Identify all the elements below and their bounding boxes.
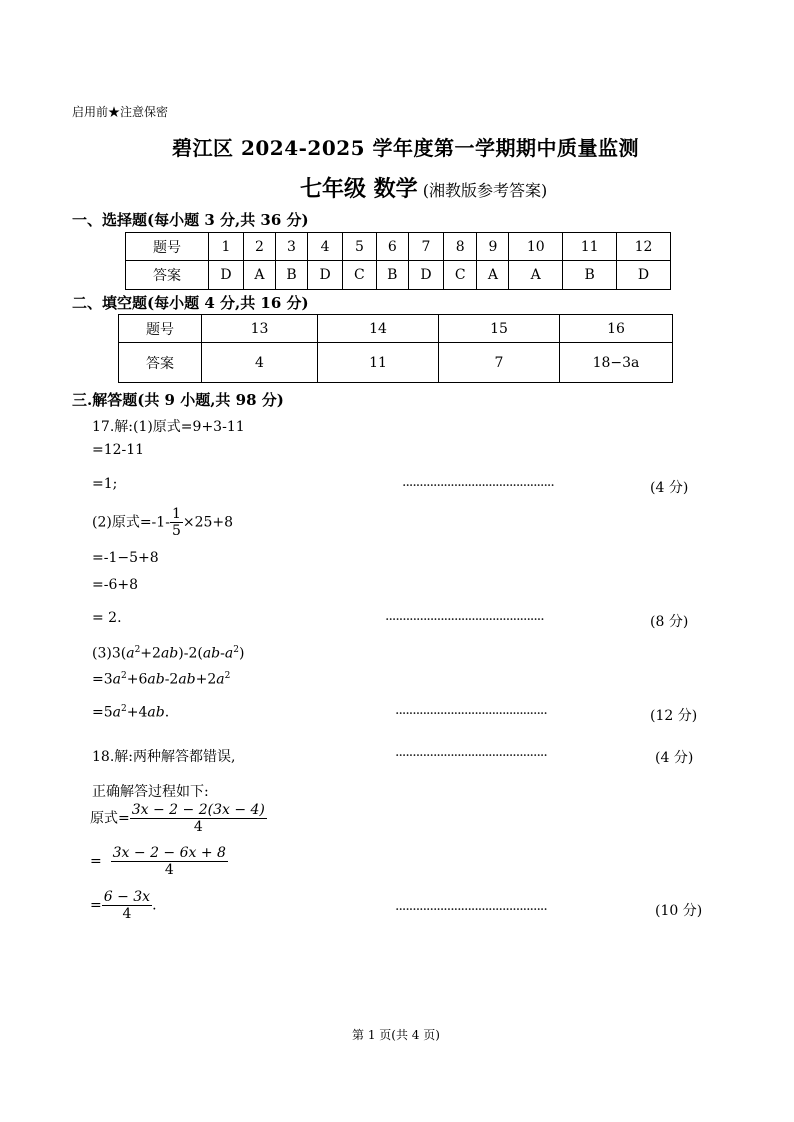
confidential-note: 启用前★注意保密 [72, 105, 169, 119]
q17-part2-line [92, 506, 233, 539]
question-number: 3 [275, 233, 307, 261]
question-number: 11 [563, 233, 617, 261]
subtitle-sub: (湘教版参考答案) [422, 181, 548, 200]
choice-answer-table [125, 232, 671, 290]
section3-heading: 三.解答题(共 9 小题,共 98 分) [72, 391, 284, 409]
table-row [119, 315, 673, 343]
answer-cell: A [244, 261, 276, 290]
question-number: 13 [202, 315, 318, 343]
question-number: 9 [477, 233, 509, 261]
answer-cell: A [509, 261, 563, 290]
q17-score-1: (4 分) [650, 480, 689, 496]
q17-line-6: =-6+8 [92, 577, 139, 593]
question-number: 4 [308, 233, 343, 261]
q18-line-1: 18.解:两种解答都错误, [92, 749, 236, 765]
question-number: 12 [617, 233, 671, 261]
question-number: 6 [376, 233, 408, 261]
answer-cell: D [408, 261, 443, 290]
answer-cell: 11 [318, 343, 439, 383]
fraction-denominator: 4 [122, 906, 132, 922]
fraction-numerator: 3x − 2 − 6x + 8 [112, 845, 226, 861]
question-number: 8 [443, 233, 477, 261]
question-number: 2 [244, 233, 276, 261]
answer-cell: 7 [439, 343, 560, 383]
leader-dots: ·············································· [385, 612, 544, 628]
row-label: 题号 [126, 233, 209, 261]
question-number: 5 [343, 233, 377, 261]
answer-cell: B [376, 261, 408, 290]
q17-line-3: =1; [92, 476, 118, 492]
q17-line-7: = 2. [92, 610, 122, 626]
answer-cell: D [308, 261, 343, 290]
q18-line-2: 正确解答过程如下: [92, 784, 209, 800]
q18-f3-suffix: . [152, 897, 157, 914]
table-row [119, 343, 673, 383]
q17-line-10: $=5a^2+4ab$. [92, 704, 170, 721]
q17-score-3: (12 分) [650, 708, 698, 724]
q18-fraction-line-1 [90, 802, 267, 835]
q17-line-5: =-1−5+8 [92, 550, 159, 566]
question-number: 15 [439, 315, 560, 343]
answer-cell: C [443, 261, 477, 290]
row-label: 答案 [119, 343, 202, 383]
document-subtitle [300, 172, 547, 203]
leader-dots: ············································ [395, 748, 547, 764]
answer-cell: A [477, 261, 509, 290]
fraction-numerator: 6 − 3x [103, 889, 151, 905]
answer-cell: D [209, 261, 244, 290]
q17-score-2: (8 分) [650, 614, 689, 630]
answer-cell: 18−3a [560, 343, 673, 383]
leader-dots: ············································ [395, 902, 547, 918]
fraction-numerator: 3x − 2 − 2(3x − 4) [131, 802, 265, 818]
row-label: 答案 [126, 261, 209, 290]
question-number: 7 [408, 233, 443, 261]
fraction-denominator: 4 [164, 862, 174, 878]
fraction [102, 889, 152, 922]
q17-part2-suffix: ×25+8 [182, 514, 234, 531]
q17-part2-prefix: (2)原式=-1- [92, 514, 170, 531]
table-row [126, 233, 671, 261]
question-number: 10 [509, 233, 563, 261]
q17-line-2: =12-11 [92, 442, 145, 458]
section2-heading: 二、填空题(每小题 4 分,共 16 分) [72, 294, 309, 312]
q17-line-9: $=3a^2+6ab-2ab+2a^2$ [92, 671, 231, 688]
question-number: 1 [209, 233, 244, 261]
fraction [130, 802, 267, 835]
answer-cell: D [617, 261, 671, 290]
answer-cell: 4 [202, 343, 318, 383]
question-number: 16 [560, 315, 673, 343]
fraction-denominator: 5 [171, 523, 181, 539]
fraction-denominator: 4 [193, 819, 203, 835]
subtitle-main: 七年级 数学 [300, 176, 418, 202]
q17-part3-line: $(3)3(a^2+2ab)-2(ab-a^2)$ [92, 645, 245, 662]
document-title: 碧江区 2024-2025 学年度第一学期期中质量监测 [172, 136, 640, 160]
section1-heading: 一、选择题(每小题 3 分,共 36 分) [72, 211, 309, 229]
fraction-numerator: 1 [171, 506, 181, 522]
leader-dots: ············································ [395, 706, 547, 722]
page-number: 第 1 页(共 4 页) [352, 1028, 440, 1042]
q18-f2-prefix: = [90, 853, 102, 870]
fraction [170, 506, 183, 539]
q18-f1-prefix: 原式= [90, 810, 130, 827]
q18-f3-prefix: = [90, 897, 102, 914]
row-label: 题号 [119, 315, 202, 343]
fraction [111, 845, 228, 878]
q18-fraction-line-3 [90, 889, 157, 922]
answer-cell: B [563, 261, 617, 290]
q18-score-1: (4 分) [655, 750, 694, 766]
answer-cell: C [343, 261, 377, 290]
answer-cell: B [275, 261, 307, 290]
question-number: 14 [318, 315, 439, 343]
q18-score-2: (10 分) [655, 903, 703, 919]
q17-line-1: 17.解:(1)原式=9+3-11 [92, 419, 245, 435]
fill-answer-table [118, 314, 673, 383]
q18-fraction-line-2 [90, 845, 228, 878]
leader-dots: ············································ [402, 478, 554, 494]
table-row [126, 261, 671, 290]
